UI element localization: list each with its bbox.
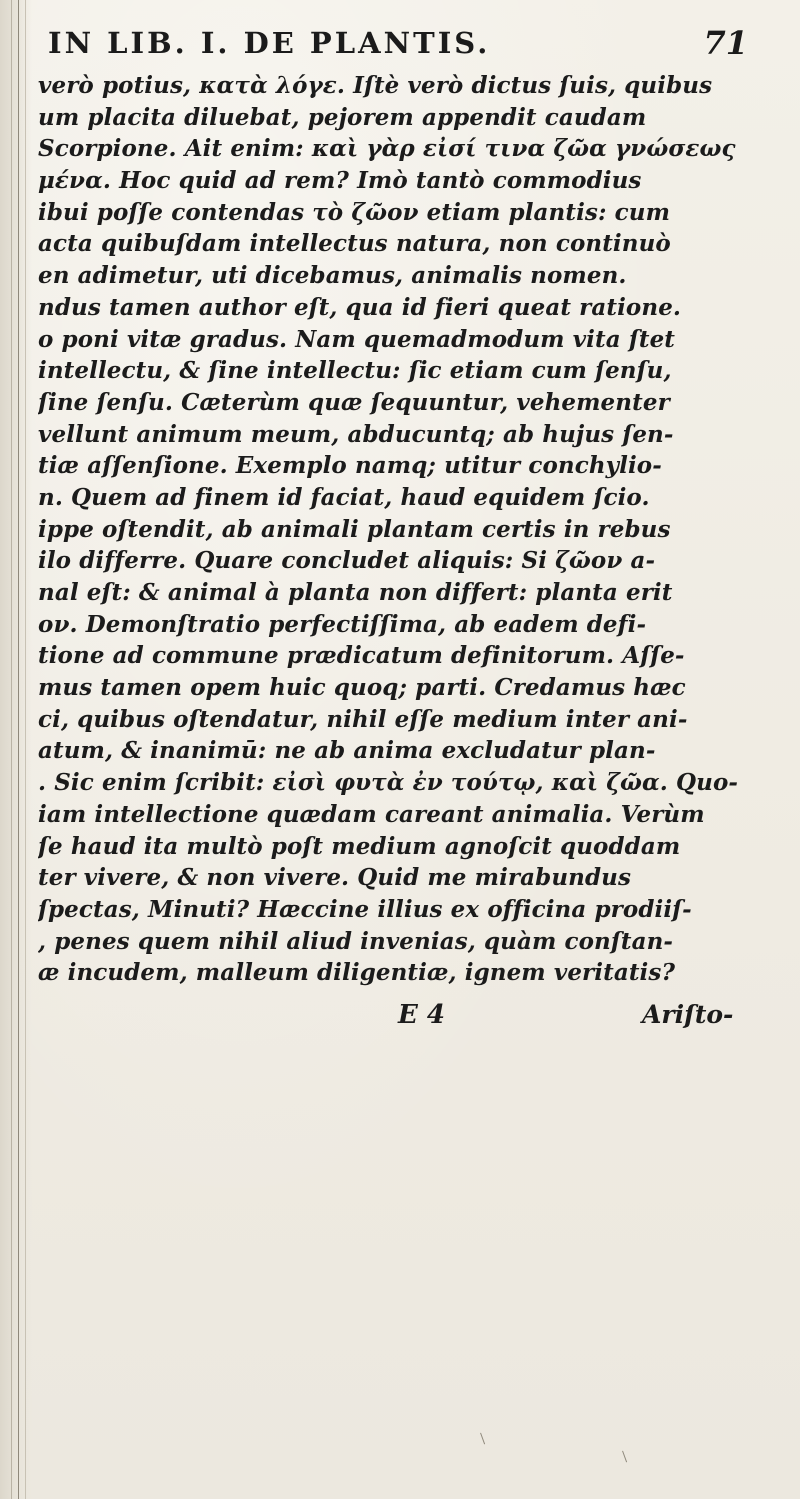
text-line: ilo differre. Quare concludet aliquis: Si ζῶον a- — [38, 547, 656, 575]
page-number: 71 — [703, 24, 748, 62]
text-line: nal eſt: & animal à planta non differt: planta erit — [38, 579, 673, 606]
text-line: n. Quem ad finem id faciat, haud equidem ſcio. — [38, 483, 650, 511]
text-line: iam intellectione quædam careant animalia. Verùm — [38, 800, 705, 828]
text-line: ibui poſſe contendas τὸ ζῶον etiam plantis: cum — [38, 198, 671, 226]
catchword: Ariſto- — [642, 1000, 734, 1029]
text-line: tiæ aſſenſione. Exemplo namq; utitur conchylio- — [38, 452, 662, 480]
text-line: μένα. Hoc quid ad rem? Imò tantò commodius — [38, 167, 642, 195]
text-line: , penes quem nihil aliud invenias, quàm conſtan- — [38, 927, 674, 955]
text-line: ον. Demonſtratio perfectiſſima, ab eadem defi- — [38, 610, 647, 638]
page-footer — [0, 1000, 800, 1040]
text-line: um placita diluebat, pejorem appendit caudam — [38, 103, 647, 131]
gutter-fold-line — [25, 0, 26, 1499]
text-line: verò potius, κατὰ λόγε. Iſtè verò dictus ſuis, quibus — [38, 72, 713, 99]
paper-blemish — [622, 1450, 630, 1463]
text-line: ſine ſenſu. Cæterùm quæ ſequuntur, vehementer — [38, 388, 670, 416]
signature-mark: E 4 — [398, 1000, 445, 1030]
text-line: en adimetur, uti dicebamus, animalis nomen. — [38, 262, 627, 290]
text-line: atum, & inanimū: ne ab anima excludatur plan- — [38, 737, 656, 765]
body-text — [38, 70, 764, 989]
text-line: ndus tamen author eſt, qua id fieri queat ratione. — [38, 293, 682, 321]
text-line: mus tamen opem huic quoq; parti. Credamus hæc — [38, 674, 686, 702]
text-line: o poni vitæ gradus. Nam quemadmodum vita ſtet — [38, 325, 676, 353]
gutter-fold-line — [11, 0, 12, 1499]
paper-blemish — [480, 1432, 488, 1445]
page-header — [48, 20, 748, 68]
gutter-fold-line — [18, 0, 19, 1499]
text-line: ter vivere, & non vivere. Quid me mirabundus — [38, 864, 632, 892]
text-line: Scorpione. Ait enim: καὶ γὰρ εἰσί τινα ζῶα γνώσεως — [38, 135, 736, 163]
text-line: acta quibuſdam intellectus natura, non continuò — [38, 230, 671, 258]
text-line: æ incudem, malleum diligentiæ, ignem veritatis? — [38, 959, 676, 987]
text-line: . Sic enim ſcribit: εἰσὶ φυτὰ ἐν τούτῳ, καὶ ζῶα. Quo- — [38, 769, 739, 797]
text-line: tione ad commune prædicatum definitorum. Aſſe- — [38, 642, 685, 670]
text-line: intellectu, & ſine intellectu: ſic etiam cum ſenſu, — [38, 357, 672, 385]
text-line: ci, quibus oſtendatur, nihil eſſe medium inter ani- — [38, 705, 688, 733]
text-line: ippe oſtendit, ab animali plantam certis in rebus — [38, 515, 671, 543]
text-line: ſe haud ita multò poſt medium agnoſcit quoddam — [38, 832, 681, 860]
text-line: ſpectas, Minuti? Hæccine illius ex officina prodiiſ- — [38, 895, 692, 923]
running-head: IN LIB. I. DE PLANTIS. — [48, 26, 491, 60]
text-line: vellunt animum meum, abducuntq; ab hujus ſen- — [38, 420, 674, 448]
binding-gutter — [0, 0, 32, 1499]
